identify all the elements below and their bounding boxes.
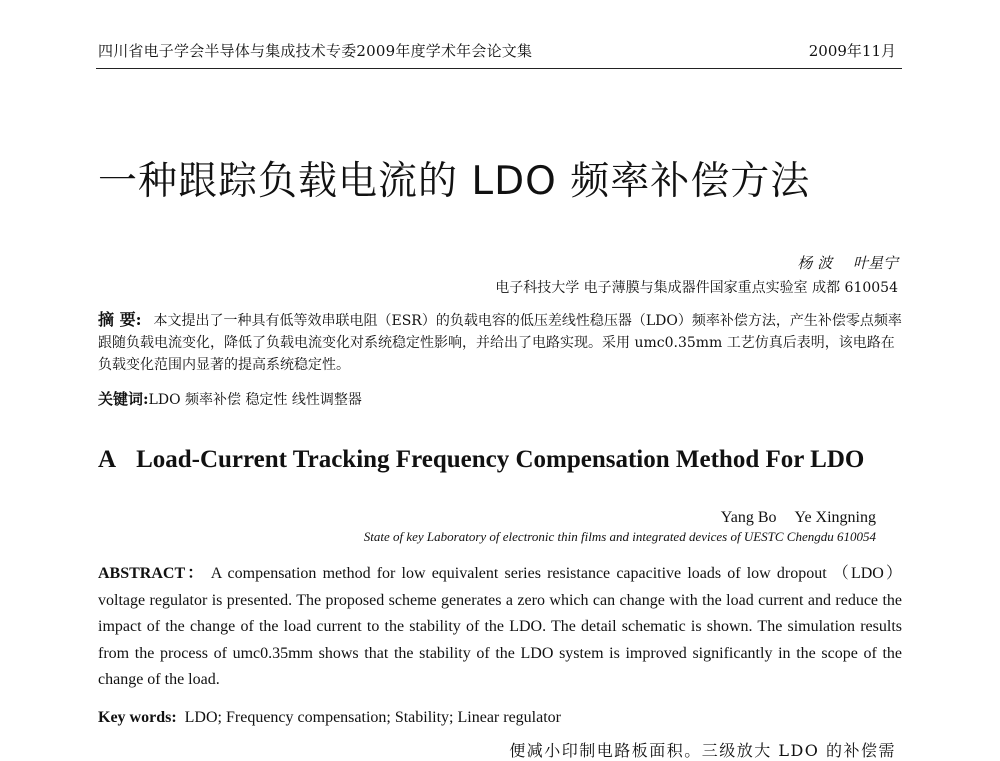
abstract-en-label: ABSTRACT： bbox=[98, 565, 206, 582]
abstract-cn-text: 本文提出了一种具有低等效串联电阻（ESR）的负载电容的低压差线性稳压器（LDO）频率补偿方法，产生补偿零点频率跟随负载电流变化，降低了负载电流变化对系统稳定性影响，并给出了电路实现。采用 umc0.35mm 工艺仿真后表明，该电路在负载变化范围内显著的提高系统稳定性。 bbox=[98, 313, 902, 373]
keywords-cn-label: 关键词: bbox=[98, 390, 149, 408]
header-proceedings: 四川省电子学会半导体与集成技术专委2009年度学术年会论文集 bbox=[98, 42, 533, 60]
keywords-cn-text: LDO 频率补偿 稳定性 线性调整器 bbox=[148, 392, 362, 408]
author-cn-2: 叶星宁 bbox=[852, 254, 898, 272]
title-en-text: Load-Current Tracking Frequency Compensation Method For LDO bbox=[136, 446, 865, 473]
affiliation-chinese: 电子科技大学 电子薄膜与集成器件国家重点实验室 成都 610054 bbox=[495, 280, 898, 296]
authors-chinese bbox=[781, 252, 898, 273]
abstract-cn-label: 摘 要: bbox=[98, 310, 142, 329]
keywords-english bbox=[98, 709, 561, 727]
author-cn-1: 杨 波 bbox=[797, 254, 833, 272]
header-date: 2009年11月 bbox=[808, 42, 896, 60]
title-chinese: 一种跟踪负载电流的 LDO 频率补偿方法 bbox=[98, 159, 811, 204]
abstract-chinese bbox=[98, 309, 902, 376]
affiliation-english: State of key Laboratory of electronic thin films and integrated devices of UESTC Chengdu 610054 bbox=[363, 529, 876, 544]
abstract-english bbox=[98, 561, 902, 694]
title-english bbox=[98, 446, 864, 474]
author-en-2: Ye Xingning bbox=[794, 509, 876, 526]
header-rule bbox=[96, 68, 902, 69]
keywords-chinese bbox=[98, 388, 362, 409]
author-en-1: Yang Bo bbox=[720, 509, 777, 526]
title-en-section: A bbox=[98, 446, 117, 473]
keywords-en-label: Key words: bbox=[98, 709, 177, 726]
body-text-chinese: 便减小印制电路板面积。三级放大 LDO 的补偿需 bbox=[509, 741, 896, 760]
authors-english bbox=[707, 509, 876, 527]
keywords-en-text: LDO; Frequency compensation; Stability; Linear regulator bbox=[184, 709, 561, 726]
abstract-en-text: A compensation method for low equivalent series resistance capacitive loads of low dropout （LDO） voltage regulator is presented. The proposed scheme generates a zero which can change with the load current and reduce the impact of the change of the load current to the stability of the LDO. The detail schematic is shown. The simulation results from the process of umc0.35mm shows that the stability of the LDO system is improved significantly in the scope of the change of the load. bbox=[98, 565, 903, 689]
